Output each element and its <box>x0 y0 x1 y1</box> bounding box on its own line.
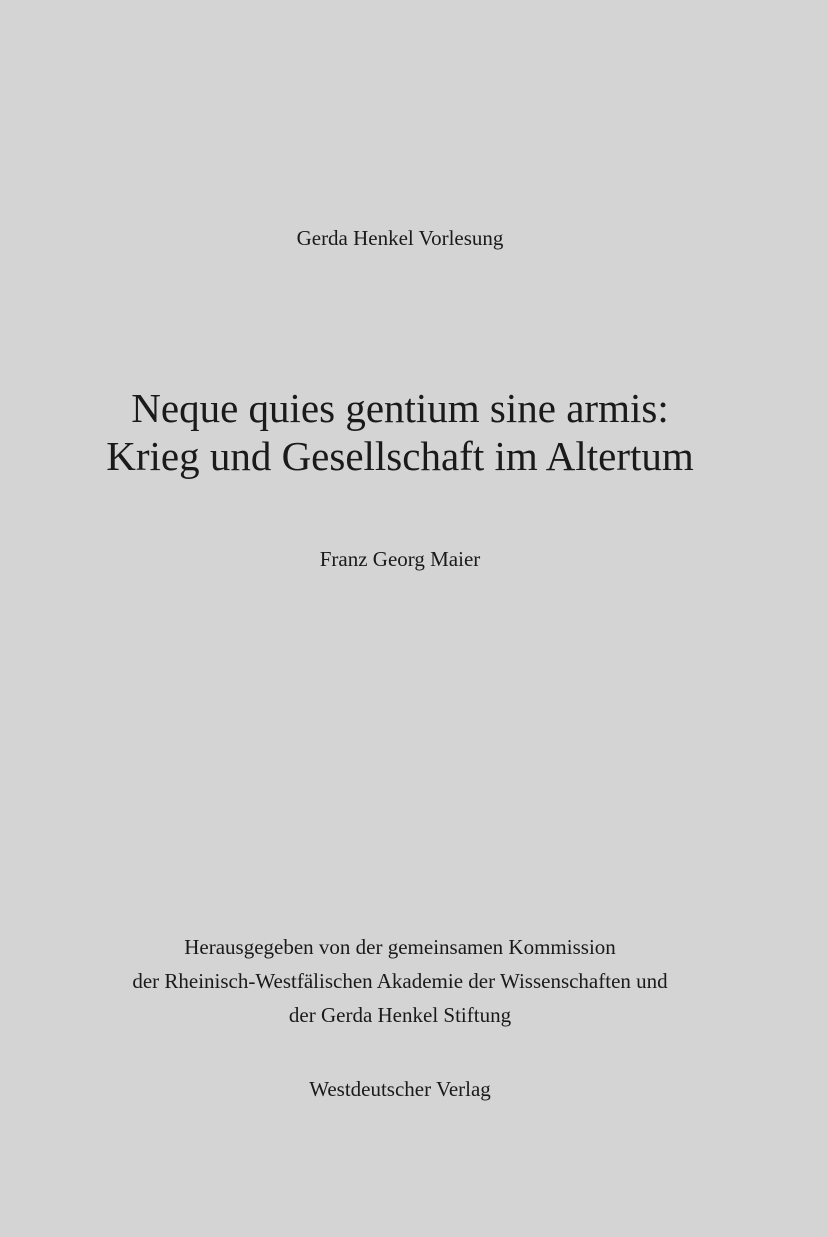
editor-note-line-2: der Rheinisch-Westfälischen Akademie der Wissenschaften und <box>132 969 668 993</box>
editor-note <box>0 930 800 1032</box>
publisher-name: Westdeutscher Verlag <box>309 1077 491 1101</box>
editor-note-line-1: Herausgegeben von der gemeinsamen Kommission <box>184 935 616 959</box>
series-name: Gerda Henkel Vorlesung <box>296 226 504 250</box>
book-title-line-1: Neque quies gentium sine armis: <box>131 385 669 431</box>
editor-note-line-3: der Gerda Henkel Stiftung <box>288 1003 512 1027</box>
book-title <box>0 384 800 480</box>
book-title-line-2: Krieg und Gesellschaft im Altertum <box>106 433 694 479</box>
author-name: Franz Georg Maier <box>319 547 481 571</box>
